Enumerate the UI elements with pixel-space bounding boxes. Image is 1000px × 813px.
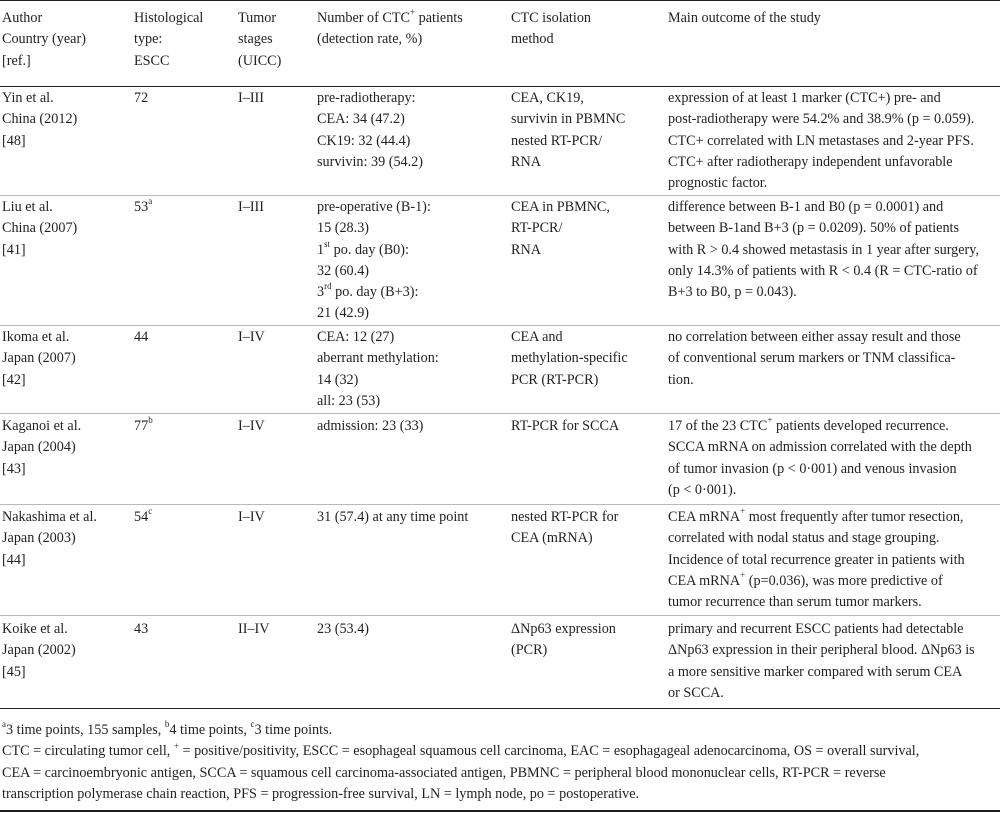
cell-histological: 43 xyxy=(134,621,149,637)
cell-method: CEA in PBMNC, RT-PCR/ RNA xyxy=(511,199,610,258)
cell-histological: 72 xyxy=(134,90,149,106)
footnote-abbreviations-cont: CEA = carcinoembryonic antigen, SCCA = squamous cell carcinoma-associated antigen, PBMNC = peripheral blood mononuclear cells, RT-PCR = reverse xyxy=(2,764,886,781)
header-histological: Histological type: ESCC xyxy=(134,10,204,69)
cell-author: Kaganoi et al. Japan (2004) [43] xyxy=(2,418,82,477)
cell-method: RT-PCR for SCCA xyxy=(511,418,620,434)
header-method: CTC isolation method xyxy=(511,10,592,48)
cell-author: Ikoma et al. Japan (2007) [42] xyxy=(2,329,76,388)
cell-author: Liu et al. China (2007) [41] xyxy=(2,199,78,258)
cell-stages: I–III xyxy=(238,90,264,106)
cell-ctc: 23 (53.4) xyxy=(317,621,370,637)
footnote-bottom-rule xyxy=(0,810,1000,812)
table-top-rule xyxy=(0,0,1000,1)
header-ctc-patients: Number of CTC+ patients (detection rate, %) xyxy=(317,7,463,48)
cell-method: nested RT-PCR for CEA (mRNA) xyxy=(511,509,619,547)
cell-ctc: CEA: 12 (27) aberrant methylation: 14 (32) all: 23 (53) xyxy=(317,329,439,409)
cell-author: Nakashima et al. Japan (2003) [44] xyxy=(2,509,97,568)
footnote-abbreviations: CTC = circulating tumor cell, + = positive/positivity, ESCC = esophageal squamous cell carcinoma, EAC = esophagageal adenocarcinoma, OS = overall survival, xyxy=(2,740,920,760)
header-outcome: Main outcome of the study xyxy=(668,10,821,26)
cell-ctc: pre-radiotherapy: CEA: 34 (47.2) CK19: 32 (44.4) survivin: 39 (54.2) xyxy=(317,90,424,170)
footnote-time-points: $^a$3 time points, 155 samples, $^b$4 time points, $^c$3 time points. xyxy=(2,719,333,738)
cell-outcome: difference between B-1 and B0 (p = 0.0001) and between B-1and B+3 (p = 0.0209). 50% of patients with R > 0.4 showed metastasis in 1 year after surgery, only 14.3% of patients with R < 0.4 (R = CTC-ratio of B+3 to B0, p = 0.043). xyxy=(668,199,979,301)
cell-author: Yin et al. China (2012) [48] xyxy=(2,90,78,149)
cell-stages: I–IV xyxy=(238,329,265,345)
row-separator xyxy=(0,504,1000,505)
cell-outcome: no correlation between either assay result and those of conventional serum markers or TNM classifica- tion. xyxy=(668,329,961,388)
cell-outcome: expression of at least 1 marker (CTC+) pre- and post-radiotherapy were 54.2% and 38.9% (p = 0.059). CTC+ correlated with LN metastases and 2-year PFS. CTC+ after radiotherapy independent unfavorable prognostic factor. xyxy=(668,90,975,192)
cell-method: CEA and methylation-specific PCR (RT-PCR) xyxy=(511,329,628,388)
table-bottom-rule xyxy=(0,708,1000,709)
header-author: Author Country (year) [ref.] xyxy=(2,10,86,69)
cell-method: CEA, CK19, survivin in PBMNC nested RT-PCR/ RNA xyxy=(511,90,626,170)
footnote-abbreviations-end: transcription polymerase chain reaction, PFS = progression-free survival, LN = lymph node, po = postoperative. xyxy=(2,785,640,802)
cell-histological: 54$^c$ xyxy=(134,506,153,525)
cell-histological: 53$^a$ xyxy=(134,196,153,215)
cell-method: ΔNp63 expression (PCR) xyxy=(511,621,616,659)
row-separator xyxy=(0,325,1000,326)
cell-stages: I–III xyxy=(238,199,264,215)
cell-ctc: admission: 23 (33) xyxy=(317,418,424,434)
header-stages: Tumor stages (UICC) xyxy=(238,10,282,69)
cell-histological: 77$^b$ xyxy=(134,415,153,434)
cell-ctc: pre-operative (B-1): 15 (28.3) 1st po. day (B0): 32 (60.4) 3rd po. day (B+3): 21 (42.9) xyxy=(317,199,431,322)
cell-stages: I–IV xyxy=(238,509,265,525)
cell-stages: II–IV xyxy=(238,621,270,637)
cell-stages: I–IV xyxy=(238,418,265,434)
cell-ctc: 31 (57.4) at any time point xyxy=(317,509,469,525)
cell-outcome: 17 of the 23 CTC+ patients developed recurrence. SCCA mRNA on admission correlated with the depth of tumor invasion (p < 0·001) and venous invasion (p < 0·001). xyxy=(668,415,972,498)
table-header-rule xyxy=(0,86,1000,87)
cell-outcome: CEA mRNA+ most frequently after tumor resection, correlated with nodal status and stage grouping. Incidence of total recurrence greater in patients with CEA mRNA+ (p=0.036), was more predictive of tumor recurrence than serum tumor markers. xyxy=(668,506,965,611)
row-separator xyxy=(0,413,1000,414)
cell-histological: 44 xyxy=(134,329,149,345)
table-footnotes xyxy=(2,720,998,805)
cell-author: Koike et al. Japan (2002) [45] xyxy=(2,621,76,680)
cell-outcome: primary and recurrent ESCC patients had detectable ΔNp63 expression in their peripheral blood. ΔNp63 is a more sensitive marker compared with serum CEA or SCCA. xyxy=(668,621,975,701)
row-separator xyxy=(0,615,1000,616)
